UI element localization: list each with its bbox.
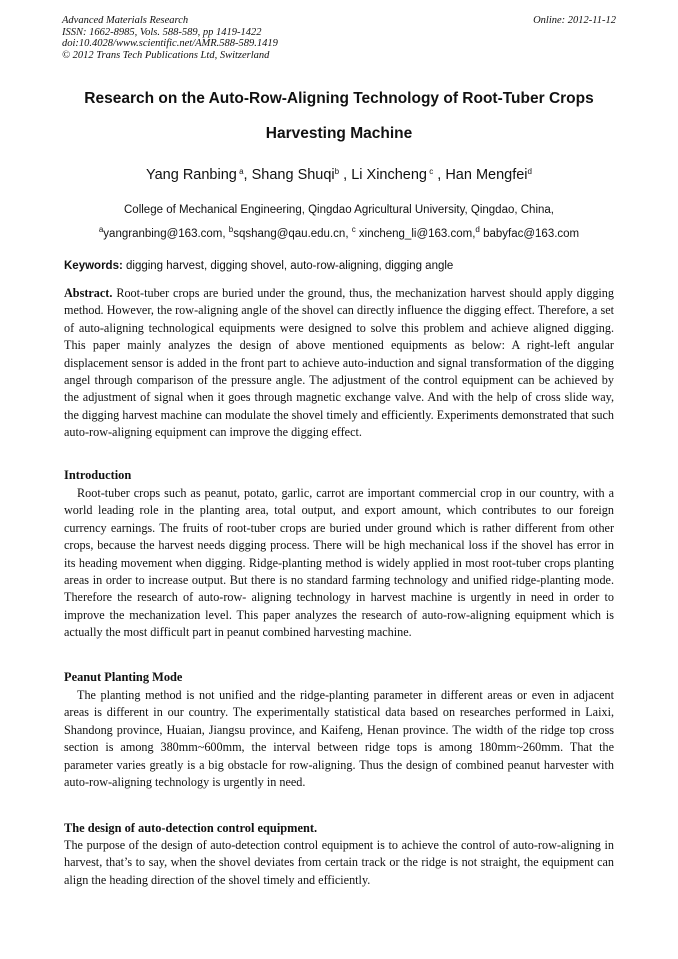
keywords-text: digging harvest, digging shovel, auto-row-aligning, digging angle [122,260,454,272]
journal-issn: ISSN: 1662-8985, Vols. 588-589, pp 1419-1422 [62,26,262,38]
author-name: Shang Shuqi [251,167,335,183]
email-mark: b [228,225,234,234]
email-address: babyfac@163.com [479,228,580,240]
affiliation: College of Mechanical Engineering, Qingdao Agricultural University, Qingdao, China, [124,204,554,216]
author-mark: b [334,167,340,176]
section-heading-planting-mode: Peanut Planting Mode [64,670,183,684]
email-mark: c [351,225,356,234]
author-mark: a [239,167,244,176]
email-mark: a [98,225,104,234]
abstract-label: Abstract. [64,286,113,300]
author-name: Yang Ranbing [146,167,237,183]
paper-title-line-2: Harvesting Machine [265,125,413,142]
email-address: yangranbing@163.com [103,228,223,240]
email-list: $^a$yangranbing@163.com, $^b$sqshang@qau.edu.cn, $^c$ xincheng_li@163.com,$^d$ babyfac@163.com [98,225,580,240]
journal-header [62,15,616,61]
introduction-paragraph: Root-tuber crops such as peanut, potato, garlic, carrot are important commercial crop in our country, with a world leading role in the planting area, total output, and export amount, which contributes to our foreign currency earnings. The fruits of root-tuber crops are buried under ground which is rather different from other crops, because the harvest needs digging process. There will be high mechanical loss if the shovel has error in its heading movement when digging. Ridge-planting method is widely applied in most root-tuber crops planting areas in order to increase output. But there is no standard farming technology and unified ridge-planting mode. Therefore the research of auto-row- aligning technology in harvest machine is urgently in need in order to improve the mechanization level. This paper analyzes the research of auto-row-aligning equipment which is actually the most difficult part in peanut combined harvesting machine. [64,486,614,640]
journal-doi: doi:10.4028/www.scientific.net/AMR.588-589.1419 [62,38,278,49]
author-mark: d [527,167,532,176]
online-date: Online: 2012-11-12 [533,15,616,26]
section-heading-design: The design of auto-detection control equipment. [64,821,318,835]
section-heading-introduction: Introduction [64,468,132,482]
author-list: Yang Ranbing $^a$, Shang Shuqi$^b$ , Li Xincheng $^c$ , Han Mengfei$^d$ [146,167,532,183]
email-address: sqshang@qau.edu.cn [233,228,346,240]
author-name: Han Mengfei [445,167,528,183]
journal-copyright: © 2012 Trans Tech Publications Ltd, Switzerland [62,49,270,61]
author-name: Li Xincheng [351,167,427,183]
planting-mode-paragraph: The planting method is not unified and the ridge-planting parameter in different areas or even in adjacent areas is different in our country. The experimentally statistical data based on researches performed in Laixi, Shandong province, Huaian, Jiangsu province, and Kaifeng, Henan province. The width of the ridge top cross section is among 380mm~600mm, the interval between ridge tops is among 180mm~260mm. That the parameter varies greatly is a big obstacle for row-aligning. Thus the design of combined peanut harvester with auto-row-aligning technology is urgently in need. [64,688,614,790]
email-address: xincheng_li@163.com, [355,228,476,240]
keywords [64,260,616,272]
email-mark: d [475,225,480,234]
paper-title-line-1: Research on the Auto-Row-Aligning Technology of Root-Tuber Crops [84,90,594,107]
abstract-text: Root-tuber crops are buried under the ground, thus, the mechanization harvest should apply digging method. However, the row-aligning angle of the shovel can directly influence the digging effect. Therefore, a set of auto-aligning technological equipments were designed to solve this problem and achieve aligned digging. This paper mainly analyzes the design of above mentioned equipments as below: A right-left angular displacement sensor is added in the front part to achieve auto-induction and signal transformation of the digging angel through comparison of the pressure angle. The adjustment of the control equipment can be achieved by the adjustment of signal when it goes through magnetic exchange valve. And with the help of cross slide way, the digging harvest machine can modulate the shovel timely and efficiently. Experiments demonstrated that such auto-row-aligning equipment can improve the digging effect. [64,286,614,440]
keywords-label: Keywords: [64,260,123,272]
design-paragraph: The purpose of the design of auto-detection control equipment is to achieve the control of auto-row-aligning in harvest, that’s to say, when the shovel deviates from certain track or the ridge is not straight, the equipment can align the heading direction of the shovel timely and efficiently. [64,838,614,887]
abstract-paragraph [64,285,614,442]
journal-name: Advanced Materials Research [62,15,189,26]
author-mark: c [429,167,434,176]
